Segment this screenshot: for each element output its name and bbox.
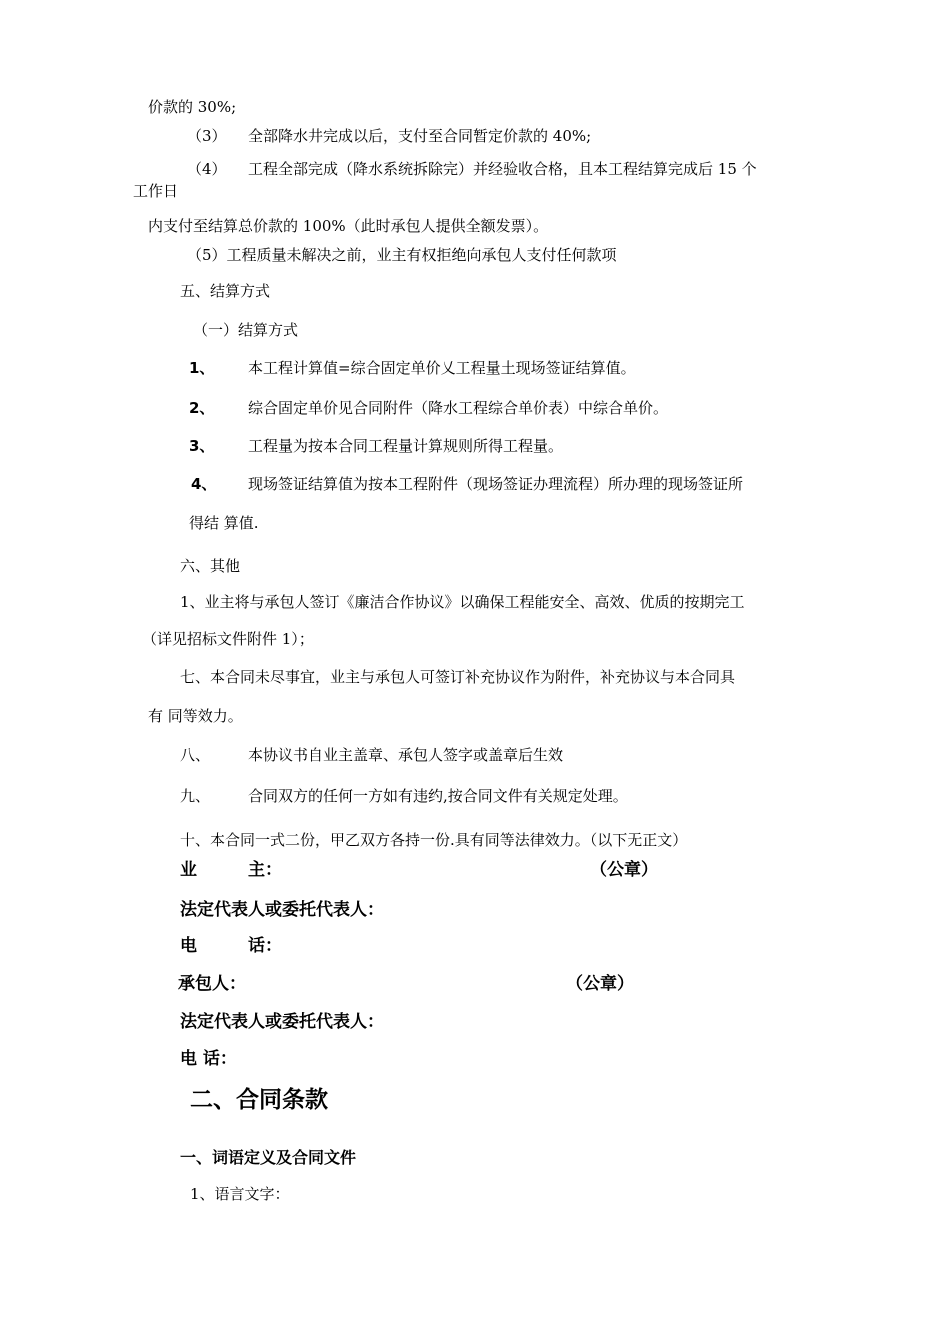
section-item-1: 1、语言文字：	[190, 1185, 290, 1203]
payment-item-4-number: （4）	[187, 160, 227, 178]
clause-seven-continuation: 有 同等效力。	[148, 707, 243, 725]
contractor-phone-label: 电 话：	[180, 1049, 237, 1069]
settlement-subheading: （一）结算方式	[193, 321, 299, 339]
settlement-item-2-number: 2、	[189, 399, 215, 417]
settlement-item-1-text: 本工程计算值=综合固定单价乂工程量土现场签证结算值。	[248, 359, 636, 377]
payment-item-3-number: （3）	[187, 127, 227, 145]
clause-seven: 七、本合同未尽事宜，业主与承包人可签订补充协议作为附件，补充协议与本合同具	[180, 668, 736, 686]
owner-label-char-2: 主：	[248, 860, 282, 880]
clause-nine-number: 九、	[180, 787, 211, 805]
clause-eight-number: 八、	[180, 746, 211, 764]
settlement-heading: 五、结算方式	[180, 282, 271, 300]
contractor-label: 承包人：	[178, 974, 246, 994]
clause-nine-text: 合同双方的任何一方如有违约,按合同文件有关规定处理。	[248, 787, 628, 805]
section-title: 二、合同条款	[190, 1087, 328, 1113]
settlement-item-4-number: 4、	[191, 475, 217, 493]
other-item-1: 1、业主将与承包人签订《廉洁合作协议》以确保工程能安全、高效、优质的按期完工	[180, 593, 745, 611]
other-heading: 六、其他	[180, 557, 241, 575]
settlement-item-3-text: 工程量为按本合同工程量计算规则所得工程量。	[248, 437, 564, 455]
owner-seal-label: （公章）	[590, 860, 658, 880]
payment-item-4-continuation: 工作日	[133, 182, 179, 200]
section-subtitle: 一、词语定义及合同文件	[180, 1148, 357, 1167]
owner-phone-label-char-1: 电	[180, 936, 197, 956]
settlement-item-1-number: 1、	[189, 359, 215, 377]
owner-representative-label: 法定代表人或委托代表人：	[180, 900, 384, 920]
payment-item-4-continuation-2: 内支付至结算总价款的 100%（此时承包人提供全额发票）。	[148, 217, 549, 235]
payment-item-3-text: 全部降水井完成以后，支付至合同暂定价款的 40%;	[248, 127, 592, 145]
owner-phone-label-char-2: 话：	[248, 936, 282, 956]
contractor-seal-label: （公章）	[566, 974, 634, 994]
other-item-1-continuation: （详见招标文件附件 1）；	[142, 630, 314, 648]
payment-item-5: （5）工程质量未解决之前，业主有权拒绝向承包人支付任何款项	[187, 246, 617, 264]
settlement-item-2-text: 综合固定单价见合同附件（降水工程综合单价表）中综合单价。	[248, 399, 669, 417]
settlement-item-3-number: 3、	[189, 437, 215, 455]
clause-ten: 十、本合同一式二份，甲乙双方各持一份.具有同等法律效力。（以下无正文）	[180, 831, 688, 849]
payment-item-4-text: 工程全部完成（降水系统拆除完）并经验收合格，且本工程结算完成后 15 个	[248, 160, 757, 178]
payment-continuation: 价款的 30%;	[148, 98, 237, 116]
settlement-item-4-continuation: 得结 算值.	[189, 514, 259, 532]
settlement-item-4-text: 现场签证结算值为按本工程附件（现场签证办理流程）所办理的现场签证所	[248, 475, 744, 493]
clause-eight-text: 本协议书自业主盖章、承包人签字或盖章后生效	[248, 746, 564, 764]
owner-label-char-1: 业	[180, 860, 197, 880]
contractor-representative-label: 法定代表人或委托代表人：	[180, 1012, 384, 1032]
